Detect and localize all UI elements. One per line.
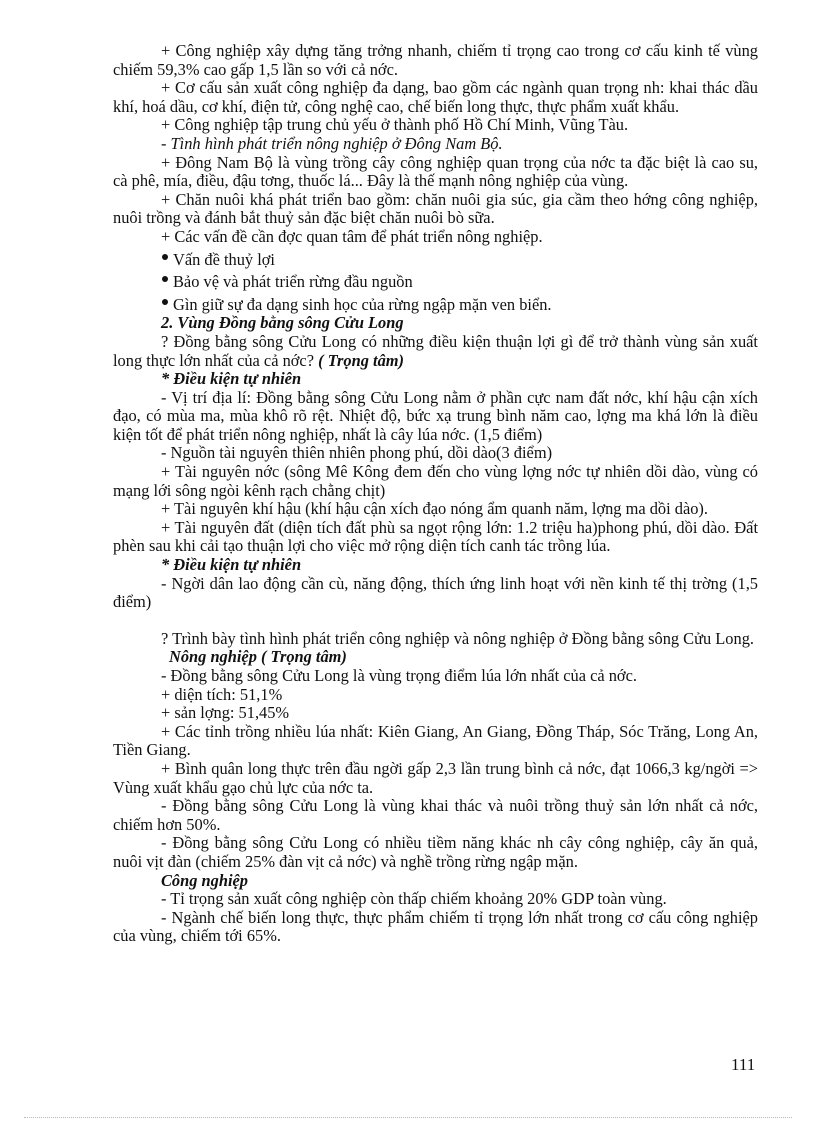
paragraph: - Tỉ trọng sản xuất công nghiệp còn thấp chiếm khoảng 20% GDP toàn vùng. bbox=[161, 889, 667, 909]
subheading: - Tình hình phát triển nông nghiệp ở Đông Nam Bộ. bbox=[161, 133, 503, 153]
paragraph: + sản lợng: 51,45% bbox=[161, 703, 290, 723]
paragraph: + Tài nguyên khí hậu (khí hậu cận xích đạo nóng ẩm quanh năm, lợng ma dồi dào). bbox=[161, 499, 708, 519]
paragraph: + Công nghiệp tập trung chủ yếu ở thành phố Hồ Chí Minh, Vũng Tàu. bbox=[161, 115, 629, 135]
subsection-heading: * Điều kiện tự nhiên bbox=[161, 369, 302, 389]
paragraph: + Các tỉnh trồng nhiều lúa nhất: Kiên Giang, An Giang, Đồng Tháp, Sóc Trăng, Long An, Tiền Giang. bbox=[113, 721, 758, 760]
paragraph: + Chăn nuôi khá phát triển bao gồm: chăn nuôi gia súc, gia cầm theo hớng công nghiệp, nuôi trồng và đánh bắt thuỷ sản đặc biệt chăn nuôi bò sữa. bbox=[113, 189, 758, 228]
paragraph: + Cơ cấu sản xuất công nghiệp đa dạng, bao gồm các ngành quan trọng nh: khai thác dầu khí, hoá dầu, cơ khí, điện tử, công nghệ cao, chế biến long thực, thực phẩm xuất khẩu. bbox=[113, 78, 758, 116]
subsection-heading: Nông nghiệp ( Trọng tâm) bbox=[169, 647, 347, 667]
bullet-text: Vấn đề thuỷ lợi bbox=[173, 249, 275, 269]
page-number: 111 bbox=[731, 1055, 756, 1074]
paragraph: - Nguồn tài nguyên thiên nhiên phong phú, dồi dào(3 điểm) bbox=[161, 443, 553, 463]
question: ? Trình bày tình hình phát triển công nghiệp và nông nghiệp ở Đồng bằng sông Cửu Long. bbox=[161, 628, 754, 648]
bullet-item bbox=[113, 251, 758, 270]
bullet-text: Gìn giữ sự đa dạng sinh học của rừng ngập mặn ven biển. bbox=[173, 294, 552, 314]
paragraph: + Công nghiệp xây dựng tăng trởng nhanh, chiếm tỉ trọng cao trong cơ cấu kinh tế vùng chiếm 59,3% cao gấp 1,5 lần so với cả nớc. bbox=[113, 41, 758, 79]
paragraph: - Ngành chế biến long thực, thực phẩm chiếm tỉ trọng lớn nhất trong cơ cấu công nghiệp của vùng, chiếm tới 65%. bbox=[113, 907, 758, 946]
paragraph: + Các vấn đề cần đợc quan tâm để phát triển nông nghiệp. bbox=[161, 226, 543, 246]
paragraph: - Ngời dân lao động cần cù, năng động, thích ứng linh hoạt với nền kinh tế thị trờng (1,5 điểm) bbox=[113, 573, 758, 612]
paragraph: - Đồng bằng sông Cửu Long là vùng khai thác và nuôi trồng thuỷ sản lớn nhất cả nớc, chiếm hơn 50%. bbox=[113, 796, 758, 834]
paragraph: - Đồng bằng sông Cửu Long là vùng trọng điểm lúa lớn nhất của cả nớc. bbox=[161, 666, 637, 685]
paragraph: + Tài nguyên nớc (sông Mê Kông đem đến cho vùng lợng nớc tự nhiên dồi dào, vùng có mạng lới sông ngòi kênh rạch chằng chịt) bbox=[113, 462, 758, 500]
bullet-icon bbox=[162, 299, 168, 305]
bullet-text: Bảo vệ và phát triển rừng đầu nguồn bbox=[173, 272, 413, 292]
paragraph: + Tài nguyên đất (diện tích đất phù sa ngọt rộng lớn: 1.2 triệu ha)phong phú, dồi dào. Đất phèn sau khi cải tạo thuận lợi cho việc mở rộng diện tích canh tác trồng lúa. bbox=[113, 517, 758, 556]
subsection-heading: * Điều kiện tự nhiên bbox=[161, 555, 302, 575]
section-heading: 2. Vùng Đồng bằng sông Cửu Long bbox=[161, 313, 404, 333]
question-text: ? Đồng bằng sông Cửu Long có những điều kiện thuận lợi gì để trở thành vùng sản xuất long thực lớn nhất của cả nớc? bbox=[113, 331, 758, 370]
paragraph: + diện tích: 51,1% bbox=[161, 684, 283, 704]
bullet-item bbox=[113, 273, 758, 292]
question bbox=[113, 333, 758, 370]
spacer bbox=[113, 612, 758, 630]
subsection-heading: Công nghiệp bbox=[161, 870, 248, 890]
paragraph: - Đồng bằng sông Cửu Long có nhiều tiềm năng khác nh cây công nghiệp, cây ăn quả, nuôi vịt đàn (chiếm 25% đàn vịt cả nớc) và nghề trồng rừng ngập mặn. bbox=[113, 833, 758, 871]
paragraph: - Vị trí địa lí: Đồng bằng sông Cửu Long nằm ở phần cực nam đất nớc, khí hậu cận xích đạo, có mùa ma, mùa khô rõ rệt. Nhiệt độ, bức xạ trung bình năm cao, lợng ma khá lớn là điều kiện tốt để phát triển nông nghiệp, nhất là cây lúa nớc. (1,5 điểm) bbox=[113, 387, 758, 444]
question-tag: ( Trọng tâm) bbox=[318, 350, 404, 370]
bullet-icon bbox=[162, 254, 168, 260]
document-page bbox=[113, 42, 758, 946]
paragraph: + Đông Nam Bộ là vùng trồng cây công nghiệp quan trọng của nớc ta đặc biệt là cao su, cà phê, mía, điều, đậu tơng, thuốc lá... Đây là thế mạnh nông nghiệp của vùng. bbox=[113, 152, 758, 191]
page-footer-divider bbox=[24, 1117, 792, 1118]
bullet-item bbox=[113, 296, 758, 315]
paragraph: + Bình quân long thực trên đầu ngời gấp 2,3 lần trung bình cả nớc, đạt 1066,3 kg/ngời => Vùng xuất khẩu gạo chủ lực của nớc ta. bbox=[113, 758, 758, 797]
